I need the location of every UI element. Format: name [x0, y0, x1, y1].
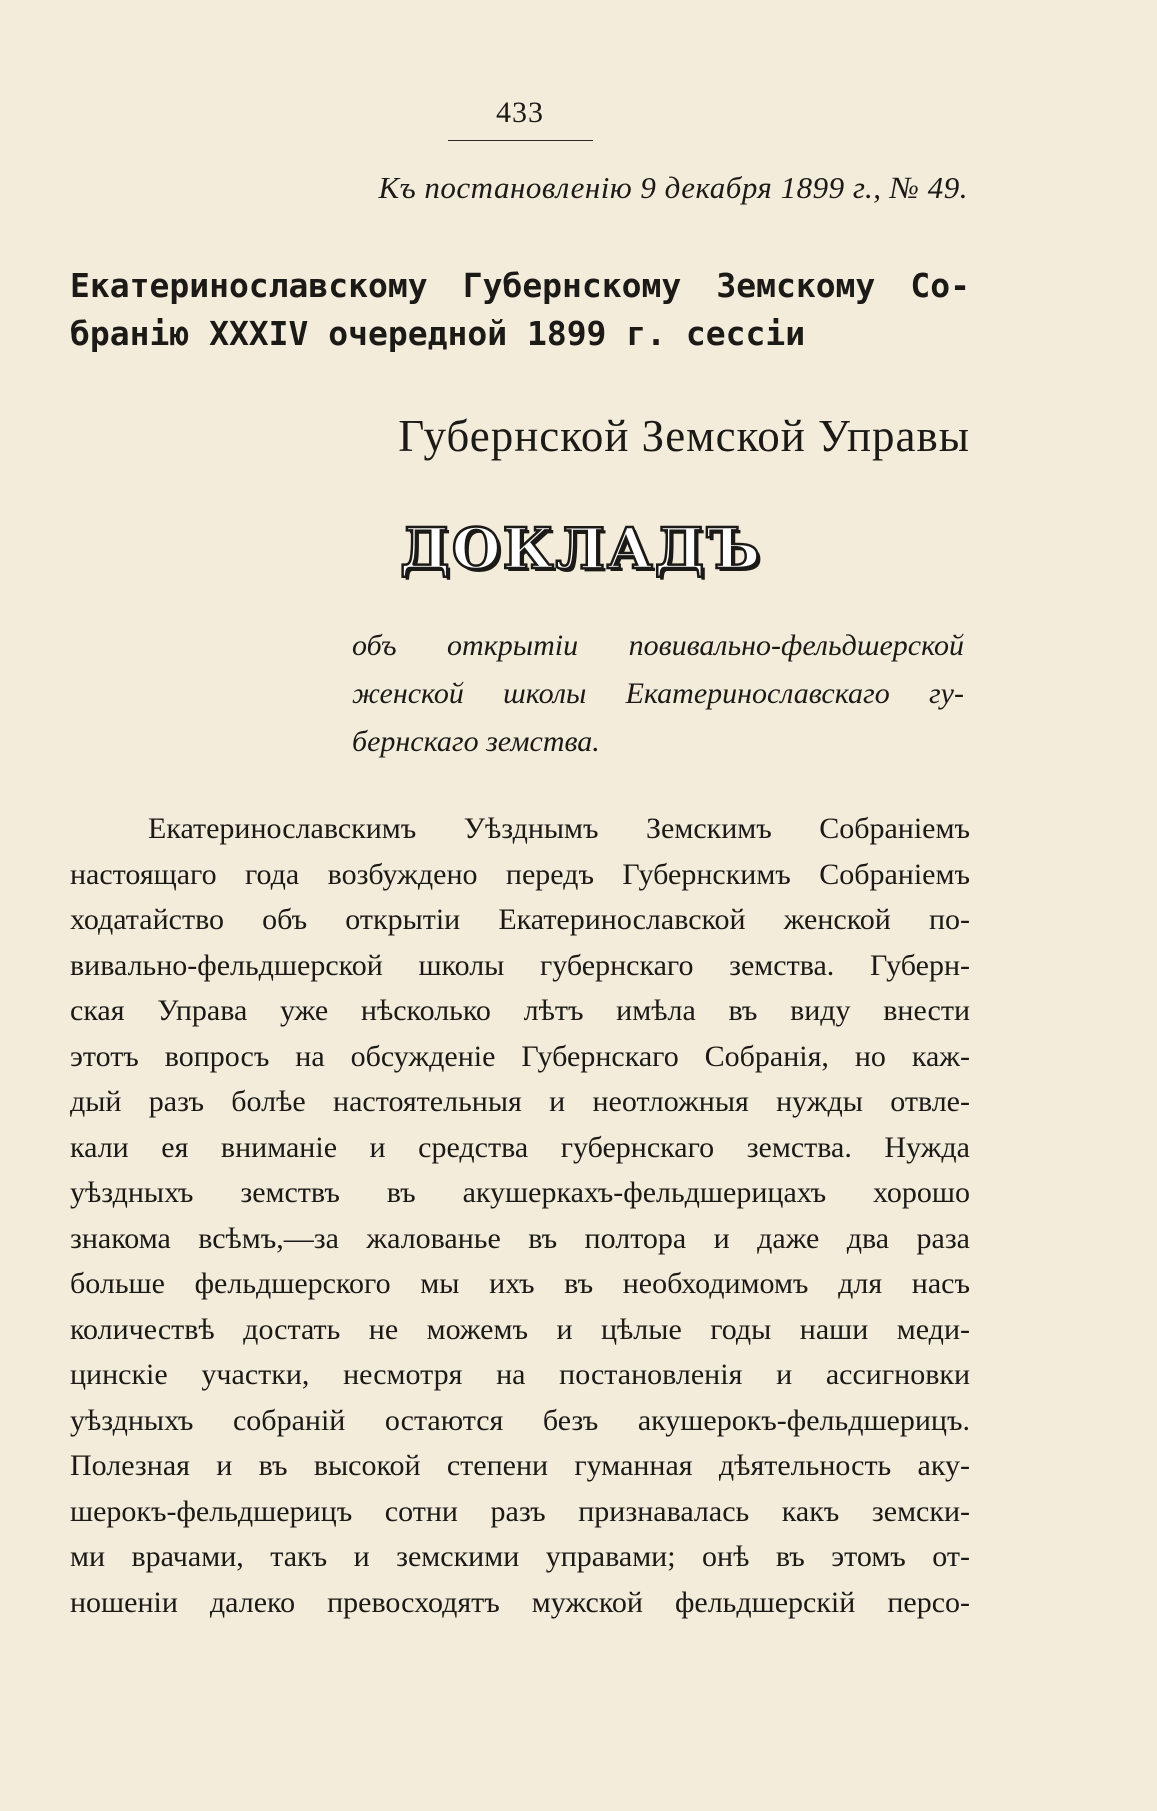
- subject-line: объ открытіи повивально-фельдшерской: [352, 629, 964, 662]
- subject-line: женской школы Екатеринославскаго гу-: [352, 677, 964, 710]
- page-number-rule: [448, 140, 593, 141]
- subject-line: бернскаго земства.: [352, 725, 600, 758]
- addressee-line-1: Екатеринославскому Губернскому Земскому Со-: [70, 266, 970, 305]
- body-line: Полезная и въ высокой степени гуманная дѣятельность аку-: [70, 1449, 970, 1482]
- body-line: кали ея вниманіе и средства губернскаго земства. Нужда: [70, 1130, 970, 1164]
- document-type-title: ДОКЛАДЪ: [400, 516, 763, 582]
- report-subject: [352, 622, 964, 766]
- body-line: уѣздныхъ собраній остаются безъ акушерокъ-фельдшерицъ.: [70, 1403, 970, 1437]
- page-number: 433: [496, 96, 544, 129]
- body-line: этотъ вопросъ на обсужденіе Губернскаго Собранія, но каж-: [70, 1039, 970, 1073]
- body-line: ношеніи далеко превосходятъ мужской фельдшерскій персо-: [70, 1585, 970, 1619]
- addressee-heading: [70, 262, 970, 358]
- issuing-authority: Губернской Земской Управы: [398, 411, 970, 461]
- body-line: ходатайство объ открытіи Екатеринославской женской по-: [70, 903, 970, 936]
- body-line: количествѣ достать не можемъ и цѣлые годы наши меди-: [70, 1312, 970, 1346]
- body-line: настоящаго года возбуждено передъ Губернскимъ Собраніемъ: [70, 857, 970, 891]
- body-line: ская Управа уже нѣсколько лѣтъ имѣла въ виду внести: [70, 994, 970, 1027]
- body-line: уѣздныхъ земствъ въ акушеркахъ-фельдшерицахъ хорошо: [70, 1176, 970, 1209]
- body-line: дый разъ болѣе настоятельныя и неотложныя нужды отвле-: [70, 1085, 970, 1118]
- body-line: знакома всѣмъ,—за жалованье въ полтора и даже два раза: [70, 1221, 970, 1255]
- body-line: ми врачами, такъ и земскими управами; онѣ въ этомъ от-: [70, 1540, 970, 1573]
- body-line: цинскіе участки, несмотря на постановленія и ассигновки: [70, 1358, 970, 1391]
- addressee-line-2: бранію XXXIV очередной 1899 г. сессіи: [70, 314, 806, 353]
- body-line: шерокъ-фельдшерицъ сотни разъ признавалась какъ земски-: [70, 1494, 970, 1528]
- resolution-reference: Къ постановленію 9 декабря 1899 г., № 49.: [378, 170, 968, 205]
- body-text: [70, 806, 970, 1625]
- body-line: Екатеринославскимъ Уѣзднымъ Земскимъ Собраніемъ: [148, 812, 970, 845]
- body-line: вивально-фельдшерской школы губернскаго земства. Губерн-: [70, 948, 970, 982]
- body-line: больше фельдшерского мы ихъ въ необходимомъ для насъ: [70, 1267, 970, 1300]
